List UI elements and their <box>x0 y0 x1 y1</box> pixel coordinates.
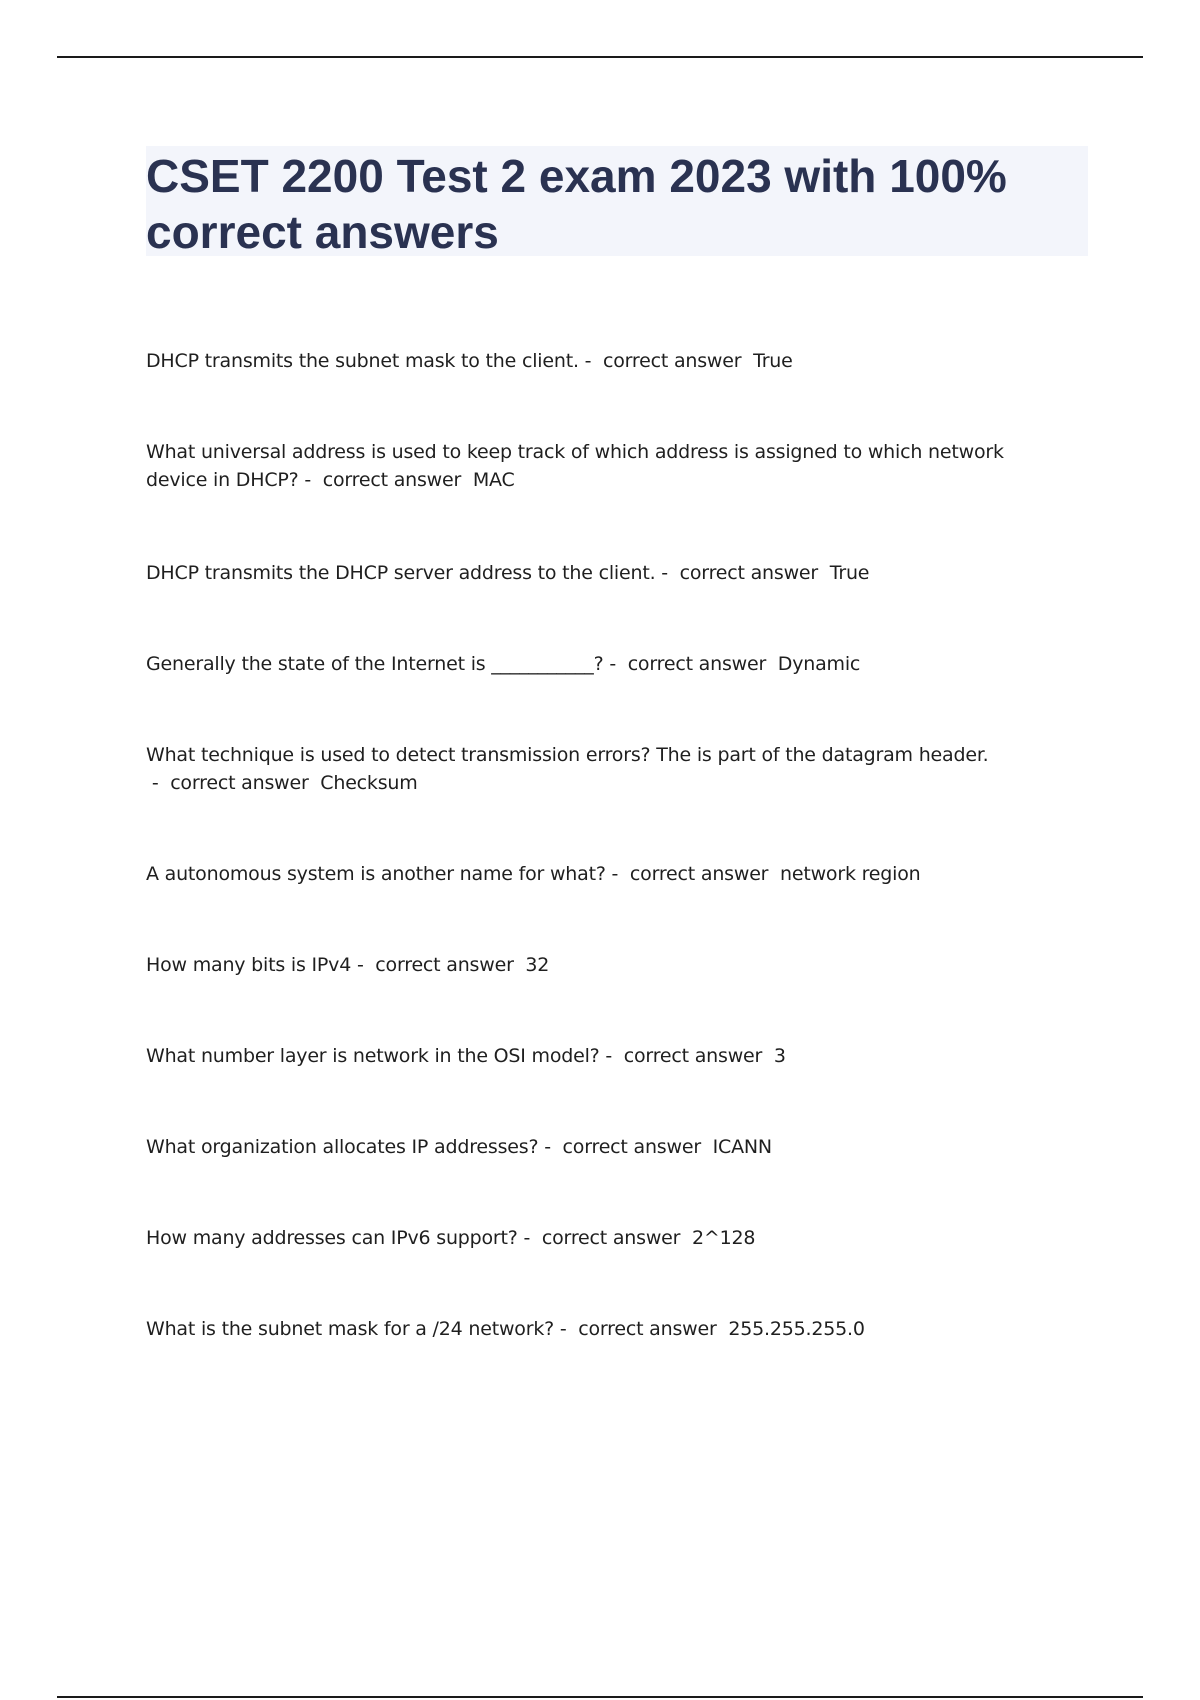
title-block <box>146 146 1088 256</box>
answer-text: MAC <box>472 469 515 491</box>
question-text: What organization allocates IP addresses? <box>146 1136 539 1158</box>
question-text: What number layer is network in the OSI model? <box>146 1045 600 1067</box>
qa-item-6: A autonomous system is another name for what? - correct answer network region <box>146 863 921 885</box>
answer-text: True <box>753 350 793 372</box>
qa-item-10: How many addresses can IPv6 support? - correct answer 2^128 <box>146 1227 756 1249</box>
question-text: How many addresses can IPv6 support? <box>146 1227 518 1249</box>
answer-text: 2^128 <box>691 1227 756 1249</box>
qa-item-3: DHCP transmits the DHCP server address to the client. - correct answer True <box>146 562 870 584</box>
answer-label: correct answer <box>627 653 767 675</box>
answer-text: ICANN <box>712 1136 772 1158</box>
qa-item-8: What number layer is network in the OSI model? - correct answer 3 <box>146 1045 786 1067</box>
page-title: CSET 2200 Test 2 exam 2023 with 100% correct answers <box>146 150 1007 258</box>
answer-label: correct answer <box>541 1227 681 1249</box>
answer-label: correct answer <box>170 772 309 794</box>
answer-text: Dynamic <box>777 653 861 675</box>
answer-label: correct answer <box>375 954 514 976</box>
question-text: Generally the state of the Internet is ___________? <box>146 653 604 675</box>
question-text: What is the subnet mask for a /24 network? <box>146 1318 555 1340</box>
qa-item-2: What universal address is used to keep track of which address is assigned to which network device in DHCP? - correct answer MAC <box>146 441 1004 491</box>
answer-text: 255.255.255.0 <box>728 1318 865 1340</box>
answer-text: 3 <box>773 1045 786 1067</box>
question-text: DHCP transmits the DHCP server address to the client. <box>146 562 656 584</box>
answer-label: correct answer <box>679 562 819 584</box>
qa-item-4: Generally the state of the Internet is ___________? - correct answer Dynamic <box>146 653 861 675</box>
question-text: What universal address is used to keep track of which address is assigned to which network device in DHCP? <box>146 441 1004 491</box>
answer-label: correct answer <box>578 1318 717 1340</box>
qa-item-11: What is the subnet mask for a /24 network? - correct answer 255.255.255.0 <box>146 1318 865 1340</box>
question-text: How many bits is IPv4 <box>146 954 352 976</box>
answer-label: correct answer <box>322 469 462 491</box>
qa-item-1: DHCP transmits the subnet mask to the client. - correct answer True <box>146 350 793 372</box>
top-rule <box>57 56 1143 58</box>
question-text: DHCP transmits the subnet mask to the client. <box>146 350 579 372</box>
qa-item-9: What organization allocates IP addresses? - correct answer ICANN <box>146 1136 772 1158</box>
answer-label: correct answer <box>629 863 769 885</box>
question-text: What technique is used to detect transmission errors? The is part of the datagram header. <box>146 744 989 766</box>
qa-item-5: What technique is used to detect transmission errors? The is part of the datagram header. - correct answer Checksum <box>146 744 989 794</box>
bottom-rule <box>57 1696 1143 1698</box>
answer-label: correct answer <box>602 350 742 372</box>
answer-text: True <box>829 562 870 584</box>
answer-text: network region <box>780 863 921 885</box>
question-text: A autonomous system is another name for what? <box>146 863 606 885</box>
answer-text: 32 <box>525 954 550 976</box>
answer-label: correct answer <box>562 1136 701 1158</box>
answer-text: Checksum <box>320 772 418 794</box>
answer-label: correct answer <box>623 1045 763 1067</box>
qa-item-7: How many bits is IPv4 - correct answer 32 <box>146 954 550 976</box>
